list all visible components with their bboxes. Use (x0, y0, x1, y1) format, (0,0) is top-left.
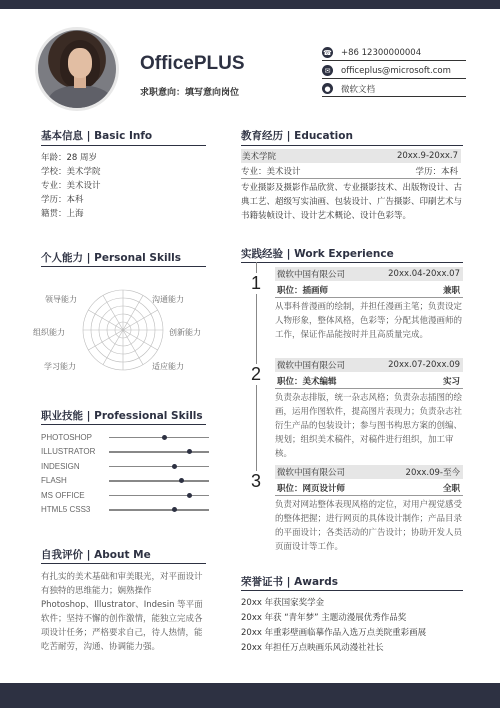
education-details (241, 165, 461, 177)
job-position: 职位：美术编辑 (277, 377, 337, 387)
bottom-band (0, 683, 500, 708)
job-type: 实习 (442, 377, 460, 387)
skills-radar-chart (28, 283, 218, 378)
skill-level-bar (109, 509, 209, 511)
experience-period: 20xx.04-20xx.07 (388, 269, 460, 279)
skill-level-bar (109, 480, 209, 482)
education-title: 教育经历 | Education (241, 130, 353, 142)
award-item: 20xx 年重彩壁画临摹作品入选万点美院重彩画展 (241, 628, 427, 638)
job-position: 职位：插画师 (277, 286, 329, 296)
basic-info-title: 基本信息 | Basic Info (41, 130, 153, 142)
awards-title: 荣誉证书 | Awards (241, 576, 339, 588)
experience-number: 3 (246, 471, 266, 492)
mail-icon: ✉ (322, 65, 333, 76)
experience-description: 负责杂志排版，统一杂志风格；负责杂志插图的绘画，运用作图软件，提高图片表现力；负责杂志社衍生产品的包装设计；参与图书构思方案的创编、规划；组织美术稿件，对稿件进行组织，加工审核。 (275, 393, 463, 459)
education-major: 专业：美术设计 (241, 167, 301, 177)
skill-level-bar (109, 466, 209, 468)
experience-divider (275, 388, 463, 389)
radar-label-learning: 学习能力 (44, 362, 76, 371)
profile-photo (35, 27, 119, 111)
experience-role (275, 375, 463, 387)
info-row: 籍贯：上海 (41, 209, 84, 219)
section-divider (241, 262, 463, 263)
school-name: 美术学院 (242, 152, 277, 162)
experience-divider (275, 495, 463, 496)
experience-description: 负责对网站整体表现风格的定位，对用户视觉感受的整体把握；进行网页的具体设计制作；产品目录的平面设计；各类活动的广告设计；协助开发人员页面设计等工作。 (275, 500, 463, 552)
applicant-name: OfficePLUS (140, 53, 245, 74)
award-item: 20xx 年获国家奖学金 (241, 598, 325, 608)
experience-role (275, 482, 463, 494)
experience-header (275, 267, 463, 281)
skill-row (41, 459, 209, 474)
skill-level-marker (187, 493, 192, 498)
skill-level-bar (109, 451, 209, 453)
experience-number: 2 (246, 364, 266, 385)
education-divider (241, 178, 461, 179)
award-item: 20xx 年担任万点映画乐风动漫社社长 (241, 643, 384, 653)
award-item: 20xx 年获 “青年梦” 主题动漫展优秀作品奖 (241, 613, 407, 623)
section-divider (41, 563, 206, 564)
contact-email: ✉ officeplus@microsoft.com (322, 63, 466, 79)
phone-icon: ☎ (323, 48, 332, 57)
about-me-text: 有扎实的美术基础和审美眼光，对平面设计有独特的思维能力；娴熟操作 Photoshop、Illustrator、Indesin 等平面软件；坚持不懈的创作激情，能独立完成各项设计任务；严格要求自己，待人热情，能吃苦耐劳，沟通、协调能力强。 (41, 572, 203, 652)
skill-label: FLASH (41, 476, 67, 486)
job-type: 兼职 (442, 286, 460, 296)
experience-role (275, 284, 463, 296)
radar-label-innovation: 创新能力 (169, 328, 201, 337)
personal-skills-title: 个人能力 | Personal Skills (41, 252, 182, 264)
education-description: 专业摄影及摄影作品欣赏、专业摄影技术、出版物设计、古典工艺、超级写实油画、包装设计、广告摄影、印刷艺术与书籍装帧设计、设计艺术概论、设计色彩等。 (241, 183, 463, 221)
education-header (241, 149, 461, 163)
section-divider (41, 145, 206, 146)
skill-level-bar (109, 437, 209, 439)
skill-label: INDESIGN (41, 461, 80, 471)
section-divider (41, 266, 206, 267)
experience-header (275, 358, 463, 372)
skill-level-marker (187, 449, 192, 454)
company-name: 微软中国有限公司 (277, 361, 346, 371)
about-me-title: 自我评价 | About Me (41, 549, 151, 561)
section-divider (241, 590, 463, 591)
professional-skills-title: 职业技能 | Professional Skills (41, 410, 203, 422)
company-name: 微软中国有限公司 (277, 468, 346, 478)
info-row: 学历：本科 (41, 195, 84, 205)
section-divider (241, 145, 463, 146)
skill-row (41, 503, 209, 518)
skill-level-marker (162, 435, 167, 440)
info-row: 年龄：28 周岁 (41, 153, 98, 163)
document-icon: ● (322, 83, 333, 94)
skill-label: HTML5 CSS3 (41, 505, 91, 515)
info-row: 学校：美术学院 (41, 167, 101, 177)
radar-label-leadership: 领导能力 (45, 295, 77, 304)
radar-label-organization: 组织能力 (33, 328, 65, 337)
skill-row (41, 474, 209, 489)
company-name: 微软中国有限公司 (277, 270, 346, 280)
basic-info-list (41, 151, 101, 221)
skill-row (41, 430, 209, 445)
experience-header (275, 465, 463, 479)
job-position: 职位：网页设计师 (277, 484, 346, 494)
top-band (0, 0, 500, 9)
info-row: 专业：美术设计 (41, 181, 101, 191)
skill-label: ILLUSTRATOR (41, 447, 96, 457)
radar-grid (83, 290, 163, 370)
skill-level-bar (109, 495, 209, 497)
job-intent: 求职意向：填写意向岗位 (140, 88, 240, 98)
skill-level-marker (179, 478, 184, 483)
skill-row (41, 488, 209, 503)
education-period: 20xx.9-20xx.7 (396, 151, 458, 161)
section-divider (41, 424, 206, 425)
job-type: 全职 (442, 484, 460, 494)
experience-description: 从事科普漫画的绘制，并担任漫画主笔；负责设定人物形象，整体风格，色彩等；分配其他漫画师的工作，保证作品能按时并且高质量完成。 (275, 302, 463, 340)
experience-period: 20xx.07-20xx.09 (388, 360, 460, 370)
education-degree: 学历：本科 (415, 167, 458, 177)
skill-label: MS OFFICE (41, 490, 85, 500)
skills-list (41, 430, 209, 517)
contact-website: ● 微软文档 (322, 81, 466, 97)
skill-level-marker (172, 464, 177, 469)
skill-level-marker (172, 507, 177, 512)
experience-title: 实践经验 | Work Experience (241, 248, 394, 260)
experience-divider (275, 297, 463, 298)
radar-label-adaptability: 适应能力 (152, 362, 184, 371)
awards-list (241, 596, 426, 656)
experience-number: 1 (246, 273, 266, 294)
radar-label-communication: 沟通能力 (152, 295, 184, 304)
skill-label: PHOTOSHOP (41, 432, 92, 442)
contact-phone: ☎ +86 12300000004 (322, 45, 466, 61)
experience-period: 20xx.09-至今 (405, 468, 460, 478)
skill-row (41, 445, 209, 460)
